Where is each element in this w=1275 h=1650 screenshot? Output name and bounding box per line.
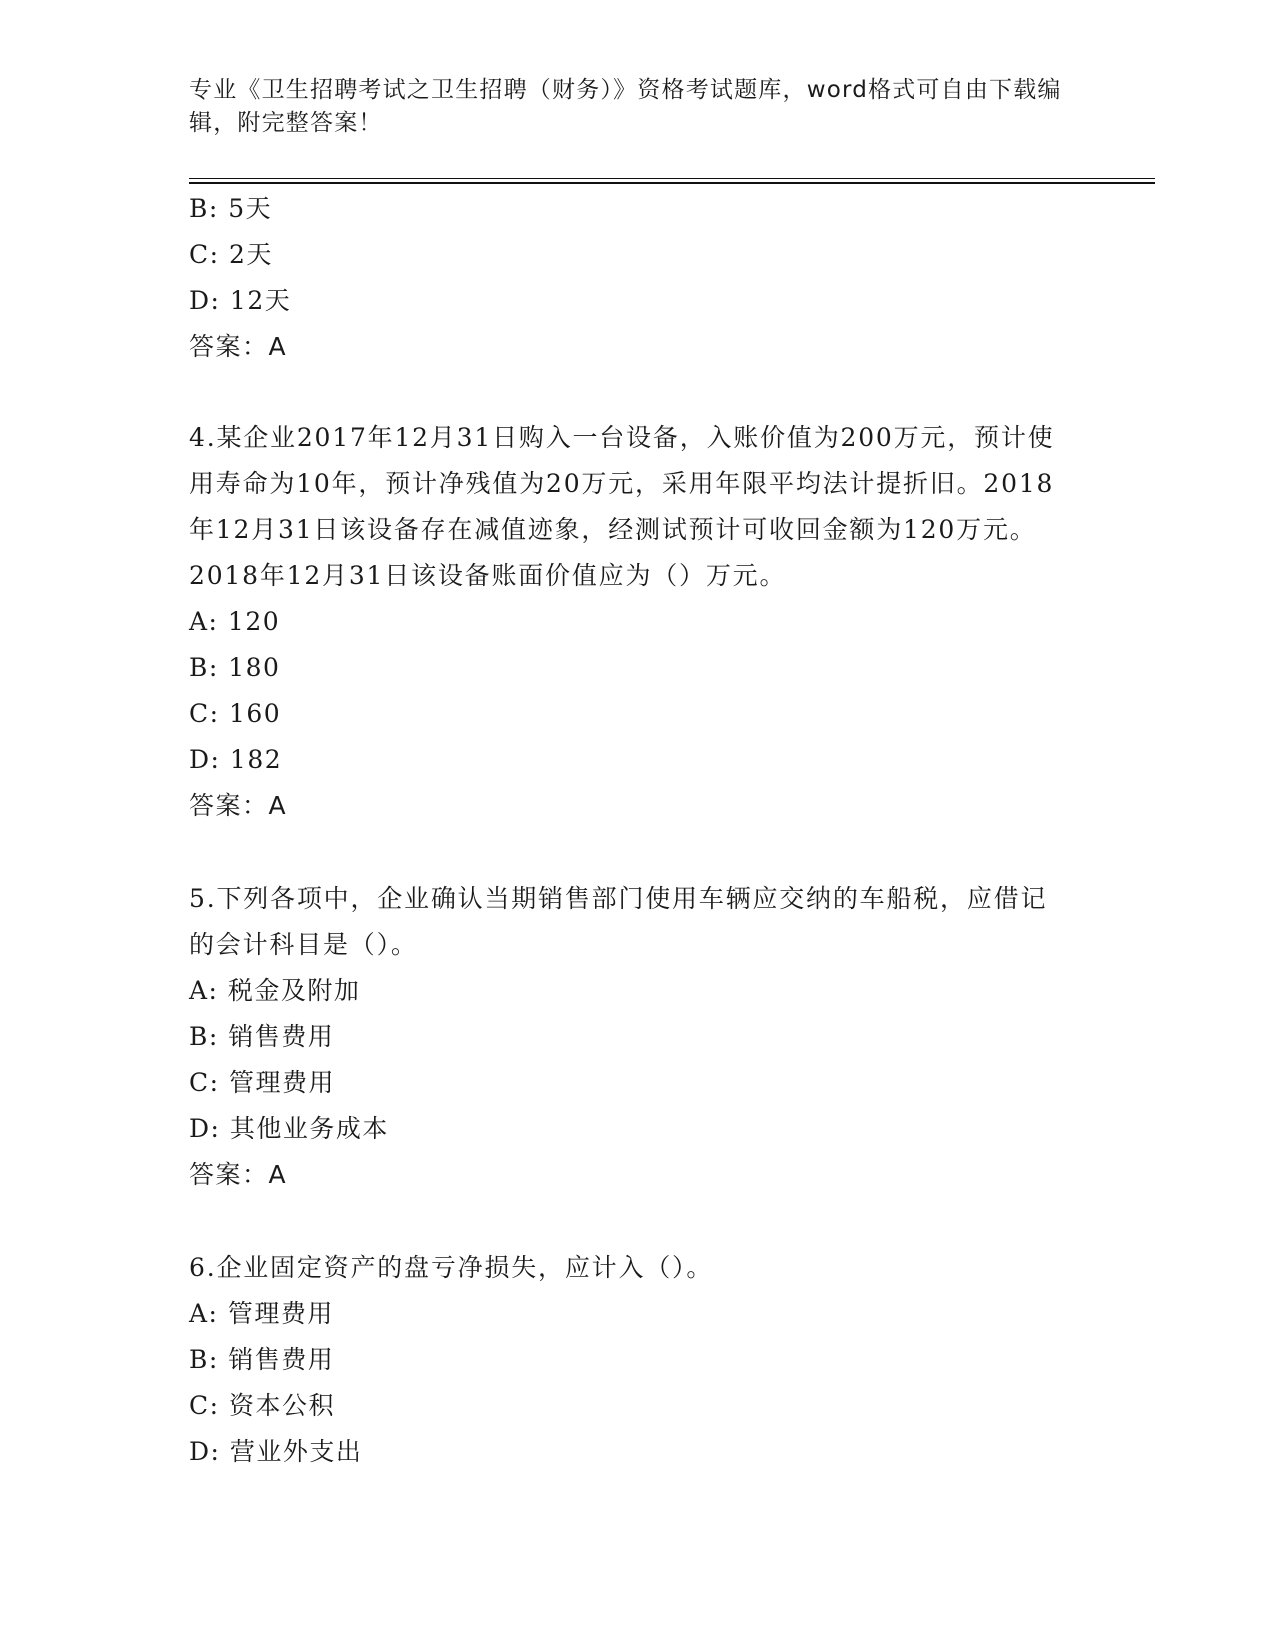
- option-d: D: 182: [189, 745, 283, 774]
- option-c: C: 管理费用: [189, 1068, 335, 1097]
- option-d: D: 12天: [189, 286, 292, 315]
- option-a: A: 120: [189, 607, 281, 636]
- option-b: B: 销售费用: [189, 1345, 335, 1374]
- question-text: 4.某企业2017年12月31日购入一台设备，入账价值为200万元，预计使用寿命为10年，预计净残值为20万元，采用年限平均法计提折旧。2018年12月31日该设备存在减值迹象，经测试预计可收回金额为120万元。2018年12月31日该设备账面价值应为（）万元。: [189, 423, 1055, 590]
- answer-label: 答案：A: [189, 791, 288, 820]
- header-rule-thick: [189, 182, 1155, 184]
- option-a: A: 管理费用: [189, 1299, 334, 1328]
- answer-label: 答案：A: [189, 332, 288, 361]
- option-b: B: 5天: [189, 194, 273, 223]
- question-text: 5.下列各项中，企业确认当期销售部门使用车辆应交纳的车船税，应借记的会计科目是（）。: [189, 884, 1048, 959]
- option-c: C: 160: [189, 699, 282, 728]
- option-a: A: 税金及附加: [189, 976, 361, 1005]
- option-b: B: 180: [189, 653, 281, 682]
- question-5: [189, 876, 1069, 1198]
- option-b: B: 销售费用: [189, 1022, 335, 1051]
- option-d: D: 其他业务成本: [189, 1114, 389, 1143]
- question-text: 6.企业固定资产的盘亏净损失，应计入（）。: [189, 1253, 714, 1282]
- question-3-tail: [189, 186, 1069, 370]
- option-c: C: 2天: [189, 240, 273, 269]
- question-4: [189, 415, 1069, 829]
- document-header: 专业《卫生招聘考试之卫生招聘（财务）》资格考试题库，word格式可自由下载编辑，附完整答案！: [189, 77, 1062, 136]
- option-c: C: 资本公积: [189, 1391, 335, 1420]
- answer-label: 答案：A: [189, 1160, 288, 1189]
- header-rule-thin: [189, 178, 1155, 179]
- option-d: D: 营业外支出: [189, 1437, 363, 1466]
- question-6: [189, 1245, 1069, 1475]
